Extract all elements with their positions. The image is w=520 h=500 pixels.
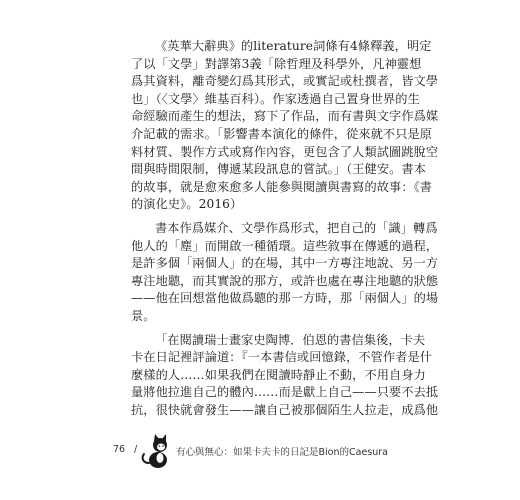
text-line: 麼樣的人……如果我們在閱讀時靜止不動，不用自身力 (131, 367, 426, 382)
text-line: 「在閱讀瑞士畫家史陶博．伯恩的書信集後，卡夫 (155, 332, 426, 347)
text-line: 他人的「塵」而開啟一種循環。這些敘事在傳遞的過程， (131, 238, 439, 253)
cat-sitting-icon (138, 432, 178, 472)
text-line: ——他在回想當他做爲聽的那一方時，那「兩個人」的場 (131, 291, 439, 306)
body-text (131, 38, 439, 419)
text-line: 間與時間限制，傳遞某段訊息的嘗試。」（王健安。書本 (131, 162, 426, 177)
text-line: 也」（〈文學〉維基百科）。作家透過自己置身世界的生 (131, 91, 420, 106)
text-line: 介記載的需求。「影響書本演化的條件，從來就不只是原 (131, 126, 433, 141)
text-line: 是許多個「兩個人」的在場，其中一方專注地說、另一方 (131, 256, 439, 271)
text-line: 的演化史》。2016） (131, 197, 243, 212)
running-title: 有心與無心：如果卡夫卡的日記是Bion的Caesura (176, 447, 388, 458)
text-line: 了以「文學」對譯第3義「除哲理及科學外，凡神靈想 (131, 56, 422, 71)
text-line: 料材質、製作方式或寫作內容，更包含了人類試圖跳脫空 (131, 144, 439, 159)
text-line: 抗，很快就會發生——讓自己被那個陌生人拉走，成爲他 (131, 402, 439, 417)
text-line: 爲其資料，離奇變幻爲其形式，或實記或杜撰者，皆文學 (131, 74, 439, 89)
text-line: 書本作爲媒介、文學作爲形式，把自己的「識」轉爲 (155, 220, 438, 235)
text-line: 《英華大辭典》的literature詞條有4條釋義，明定 (155, 39, 432, 53)
text-line: 的故事，就是愈來愈多人能參與閱讀與書寫的故事：《書 (131, 179, 433, 194)
text-line: 命經驗而產生的想法，寫下了作品，而有書與文字作爲媒 (131, 109, 439, 124)
text-line: 專注地聽，而其實說的那方，或許也處在專注地聽的狀態 (131, 273, 439, 288)
page-footer (0, 432, 520, 472)
text-line: 卡在日記裡評論道：『一本書信或回憶錄，不管作者是什 (131, 350, 433, 365)
text-line: 量將他拉進自己的體內……而是獻上自己——只要不去抵 (131, 385, 439, 400)
footer-separator: / (134, 444, 138, 455)
page-number: 76 (113, 444, 126, 455)
text-line: 景。 (131, 308, 156, 323)
